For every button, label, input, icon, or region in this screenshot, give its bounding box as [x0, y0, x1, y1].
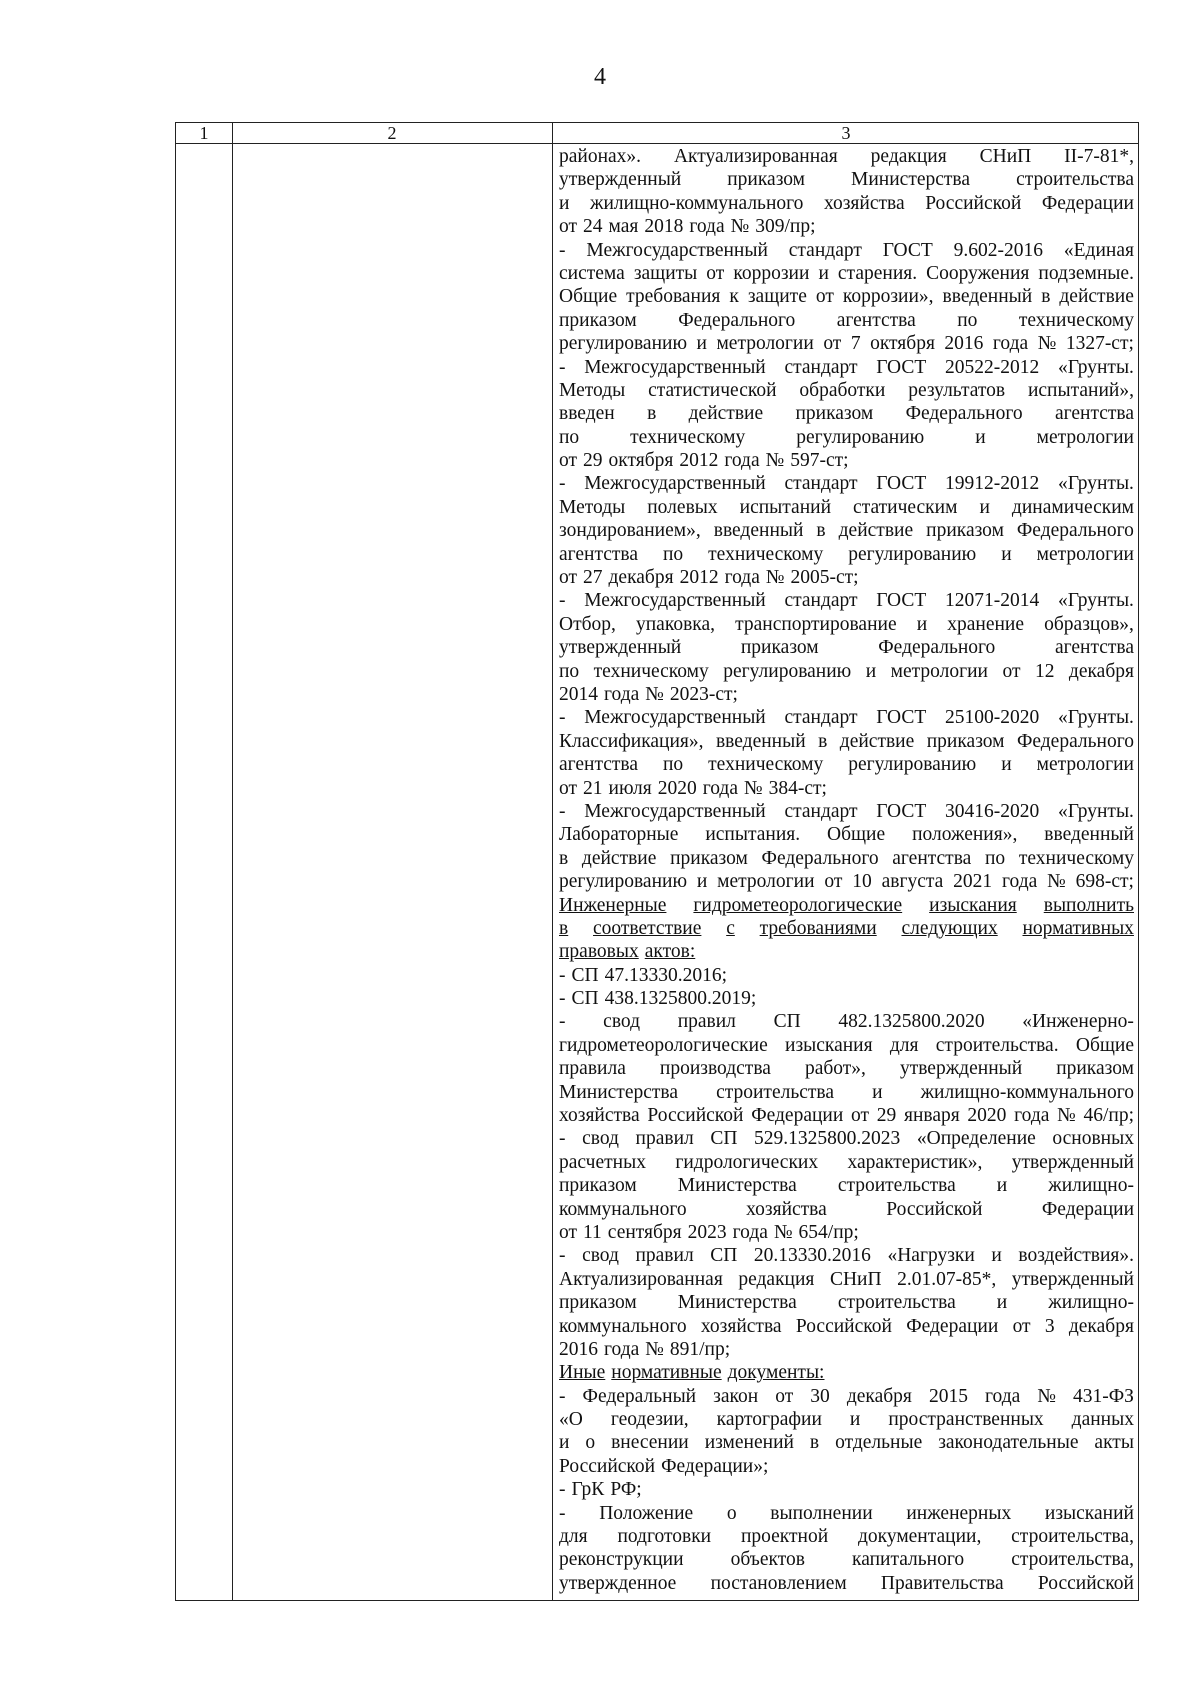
column-divider: [552, 123, 553, 1600]
text-line: по техническому регулированию и метрологии: [559, 426, 1134, 448]
header-cell-col-3: 3: [841, 123, 851, 143]
text-line: для подготовки проектной документации, строительства,: [559, 1526, 1134, 1548]
column-divider: [232, 123, 233, 1600]
text-line: Инженерные гидрометеорологические изыскания выполнить: [559, 894, 1134, 916]
text-line: - Межгосударственный стандарт ГОСТ 19912-2012 «Грунты.: [559, 473, 1134, 495]
document-table: [175, 122, 1139, 1601]
text-line: от 27 декабря 2012 года № 2005-ст;: [559, 567, 859, 589]
text-line: от 29 октября 2012 года № 597-ст;: [559, 450, 849, 472]
table-header-row: [176, 123, 1138, 144]
text-line: правовых актов:: [559, 941, 696, 963]
text-line: - Федеральный закон от 30 декабря 2015 года № 431-ФЗ: [559, 1385, 1134, 1407]
text-line: 2014 года № 2023-ст;: [559, 683, 738, 705]
text-line: регулированию и метрологии от 7 октября 2016 года № 1327-ст;: [559, 333, 1134, 355]
text-line: - Межгосударственный стандарт ГОСТ 30416-2020 «Грунты.: [559, 800, 1134, 822]
text-line: Общие требования к защите от коррозии», введенный в действие: [559, 286, 1134, 308]
text-line: Отбор, упаковка, транспортирование и хранение образцов»,: [559, 613, 1134, 635]
text-line: в действие приказом Федерального агентства по техническому: [559, 847, 1134, 869]
text-line: система защиты от коррозии и старения. Сооружения подземные.: [559, 262, 1134, 284]
text-line: Классификация», введенный в действие приказом Федерального: [559, 730, 1134, 752]
text-line: - ГрК РФ;: [559, 1479, 642, 1501]
text-line: Российской Федерации»;: [559, 1455, 769, 1477]
text-line: Актуализированная редакция СНиП 2.01.07-85*, утвержденный: [559, 1268, 1134, 1290]
text-line: коммунального хозяйства Российской Федерации: [559, 1198, 1134, 1220]
header-cell-col-2: 2: [387, 123, 397, 143]
text-line: зондированием», введенный в действие приказом Федерального: [559, 520, 1134, 542]
text-line: введен в действие приказом Федерального агентства: [559, 403, 1134, 425]
text-line: реконструкции объектов капитального строительства,: [559, 1549, 1134, 1571]
text-line: утвержденный приказом Министерства строительства: [559, 169, 1134, 191]
text-line: - Межгосударственный стандарт ГОСТ 25100-2020 «Грунты.: [559, 707, 1134, 729]
text-line: коммунального хозяйства Российской Федерации от 3 декабря: [559, 1315, 1134, 1337]
text-line: Министерства строительства и жилищно-коммунального: [559, 1081, 1134, 1103]
text-line: - свод правил СП 20.13330.2016 «Нагрузки и воздействия».: [559, 1245, 1134, 1267]
text-line: хозяйства Российской Федерации от 29 января 2020 года № 46/пр;: [559, 1105, 1134, 1127]
text-line: и о внесении изменений в отдельные законодательные акты: [559, 1432, 1134, 1454]
text-line: Методы статистической обработки результатов испытаний»,: [559, 379, 1134, 401]
text-line: агентства по техническому регулированию и метрологии: [559, 543, 1134, 565]
text-line: - свод правил СП 482.1325800.2020 «Инженерно-: [559, 1011, 1134, 1033]
text-line: утвержденное постановлением Правительства Российской: [559, 1572, 1134, 1594]
text-line: приказом Министерства строительства и жилищно-: [559, 1175, 1134, 1197]
text-line: районах». Актуализированная редакция СНиП II-7-81*,: [559, 146, 1134, 167]
text-line: расчетных гидрологических характеристик», утвержденный: [559, 1151, 1134, 1173]
text-line: - свод правил СП 529.1325800.2023 «Определение основных: [559, 1128, 1134, 1150]
text-line: гидрометеорологические изыскания для строительства. Общие: [559, 1034, 1134, 1056]
text-line: - Межгосударственный стандарт ГОСТ 12071-2014 «Грунты.: [559, 590, 1134, 612]
text-line: Лабораторные испытания. Общие положения», введенный: [559, 824, 1134, 846]
text-line: - Положение о выполнении инженерных изысканий: [559, 1502, 1134, 1524]
text-line: от 24 мая 2018 года № 309/пр;: [559, 216, 816, 238]
column-3-text: [559, 145, 1134, 1595]
text-line: агентства по техническому регулированию и метрологии: [559, 754, 1134, 776]
text-line: - Межгосударственный стандарт ГОСТ 20522-2012 «Грунты.: [559, 356, 1134, 378]
text-line: Иные нормативные документы:: [559, 1362, 825, 1384]
text-line: утвержденный приказом Федерального агентства: [559, 637, 1134, 659]
text-line: правила производства работ», утвержденный приказом: [559, 1058, 1134, 1080]
text-line: - СП 438.1325800.2019;: [559, 988, 757, 1010]
text-line: приказом Министерства строительства и жилищно-: [559, 1292, 1134, 1314]
text-line: Методы полевых испытаний статическим и динамическим: [559, 496, 1134, 518]
page-number: 4: [594, 64, 606, 90]
text-line: «О геодезии, картографии и пространственных данных: [559, 1409, 1134, 1431]
text-line: в соответствие с требованиями следующих нормативных: [559, 917, 1134, 939]
text-line: приказом Федерального агентства по техническому: [559, 309, 1134, 331]
text-line: от 21 июля 2020 года № 384-ст;: [559, 777, 827, 799]
text-line: по техническому регулированию и метрологии от 12 декабря: [559, 660, 1134, 682]
text-line: - Межгосударственный стандарт ГОСТ 9.602-2016 «Единая: [559, 239, 1134, 261]
header-cell-col-1: 1: [199, 123, 209, 143]
text-line: - СП 47.13330.2016;: [559, 964, 728, 986]
text-line: и жилищно-коммунального хозяйства Российской Федерации: [559, 192, 1134, 214]
text-line: от 11 сентября 2023 года № 654/пр;: [559, 1221, 859, 1243]
text-line: регулированию и метрологии от 10 августа 2021 года № 698-ст;: [559, 871, 1134, 893]
text-line: 2016 года № 891/пр;: [559, 1338, 731, 1360]
